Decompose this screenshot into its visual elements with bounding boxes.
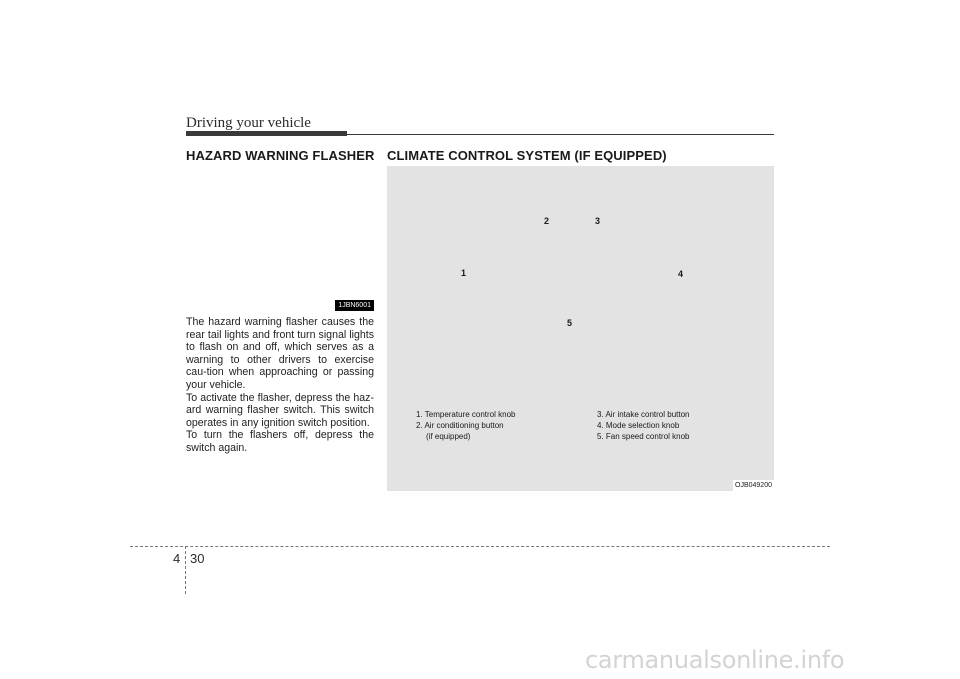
hazard-figure [186,165,374,311]
hazard-section-title: HAZARD WARNING FLASHER [186,148,375,163]
header-rule-accent [186,131,347,136]
legend-left [416,409,515,442]
legend-item: 1. Temperature control knob [416,410,516,419]
page-number: 30 [190,551,205,566]
legend-item: 3. Air intake control button [597,410,690,419]
climate-figure [387,166,774,491]
legend-item-note: (if equipped) [426,432,471,441]
footer-divider [185,546,186,594]
legend-item: 4. Mode selection knob [597,421,680,430]
legend-item: 5. Fan speed control knob [597,432,690,441]
callout-1: 1 [461,268,467,278]
legend-right [597,409,690,442]
climate-figure-code: OJB049200 [735,482,772,489]
header-title: Driving your vehicle [186,115,311,131]
callout-5: 5 [567,318,573,328]
hazard-body-text [186,316,374,455]
hazard-figure-code: 1JBN6001 [335,300,374,311]
watermark: carmanualsonline.info [585,646,845,674]
callout-3: 3 [595,216,601,226]
callout-4: 4 [678,269,684,279]
hazard-paragraph: To turn the flashers off, depress the switch again. [186,429,374,454]
climate-section-title: CLIMATE CONTROL SYSTEM (IF EQUIPPED) [387,148,667,163]
chapter-number: 4 [173,551,181,566]
hazard-paragraph: The hazard warning flasher causes the rear tail lights and front turn signal lights to flash on and off, which serves as a warning to other drivers to exercise cau-tion when approaching or passing your vehicle. [186,316,374,391]
callout-2: 2 [544,216,550,226]
hazard-paragraph: To activate the flasher, depress the haz-ard warning flasher switch. This switch operates in any ignition switch position. [186,391,374,429]
legend-item: 2. Air conditioning button [416,421,504,430]
footer-rule [130,546,830,547]
